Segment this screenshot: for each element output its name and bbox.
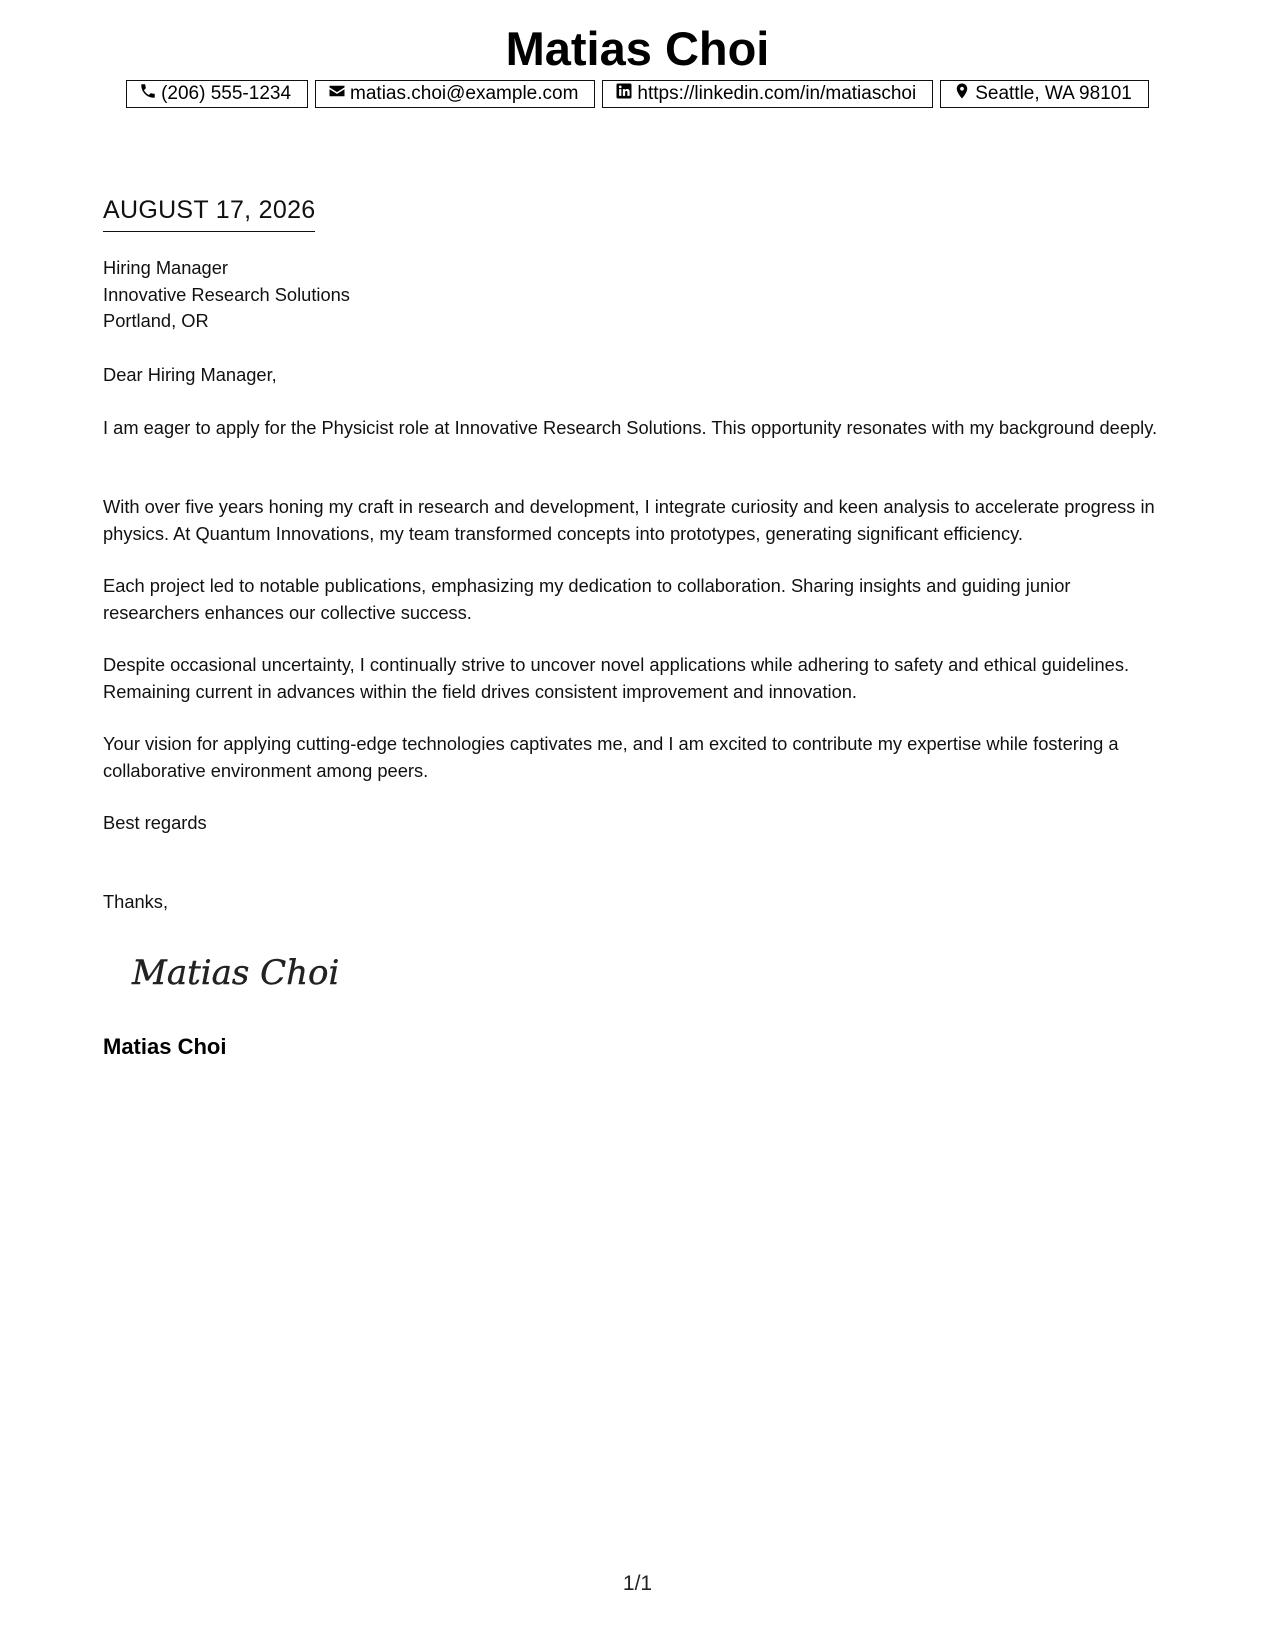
- contact-location[interactable]: [940, 80, 1149, 108]
- thanks-line: Thanks,: [103, 891, 169, 912]
- letter-date: AUGUST 17, 2026: [103, 196, 315, 232]
- envelope-icon: [328, 82, 346, 106]
- candidate-name: Matias Choi: [505, 22, 770, 75]
- body-paragraph: Despite occasional uncertainty, I continually strive to uncover novel applications while adhering to safety and ethical guidelines. Remaining current in advances within the field drives consistent improvement and innovation.: [103, 654, 1130, 702]
- recipient-title: Hiring Manager: [103, 257, 228, 278]
- phone-icon: [139, 82, 157, 106]
- recipient-city: Portland, OR: [103, 310, 209, 331]
- body-paragraph: Each project led to notable publications, emphasizing my dedication to collaboration. Sharing insights and guiding junior researchers enhances our collective success.: [103, 575, 1071, 623]
- signature-text: Matias Choi: [132, 953, 340, 993]
- linkedin-icon: [615, 82, 633, 106]
- contact-bar: [0, 80, 1275, 108]
- contact-email[interactable]: [315, 80, 595, 108]
- recipient-block: [103, 255, 1168, 335]
- contact-phone[interactable]: [126, 80, 308, 108]
- signed-name: Matias Choi: [103, 1034, 227, 1059]
- body-paragraph: I am eager to apply for the Physicist role at Innovative Research Solutions. This opportunity resonates with my background deeply.: [103, 417, 1158, 438]
- salutation: Dear Hiring Manager,: [103, 364, 277, 385]
- map-pin-icon: [953, 82, 971, 106]
- location-text: Seattle, WA 98101: [975, 83, 1132, 104]
- handwritten-signature: [128, 948, 348, 998]
- phone-text: (206) 555-1234: [161, 83, 292, 104]
- contact-linkedin[interactable]: [602, 80, 933, 108]
- body-paragraph: Your vision for applying cutting-edge technologies captivates me, and I am excited to contribute my expertise while fostering a collaborative environment among peers.: [103, 733, 1119, 781]
- closing: Best regards: [103, 812, 207, 833]
- linkedin-text: https://linkedin.com/in/matiaschoi: [637, 83, 917, 104]
- recipient-company: Innovative Research Solutions: [103, 283, 350, 305]
- email-text: matias.choi@example.com: [350, 83, 579, 104]
- body-paragraph: With over five years honing my craft in research and development, I integrate curiosity and keen analysis to accelerate progress in physics. At Quantum Innovations, my team transformed concepts into prototypes, generating significant efficiency.: [103, 496, 1155, 544]
- page-indicator: 1/1: [622, 1572, 653, 1595]
